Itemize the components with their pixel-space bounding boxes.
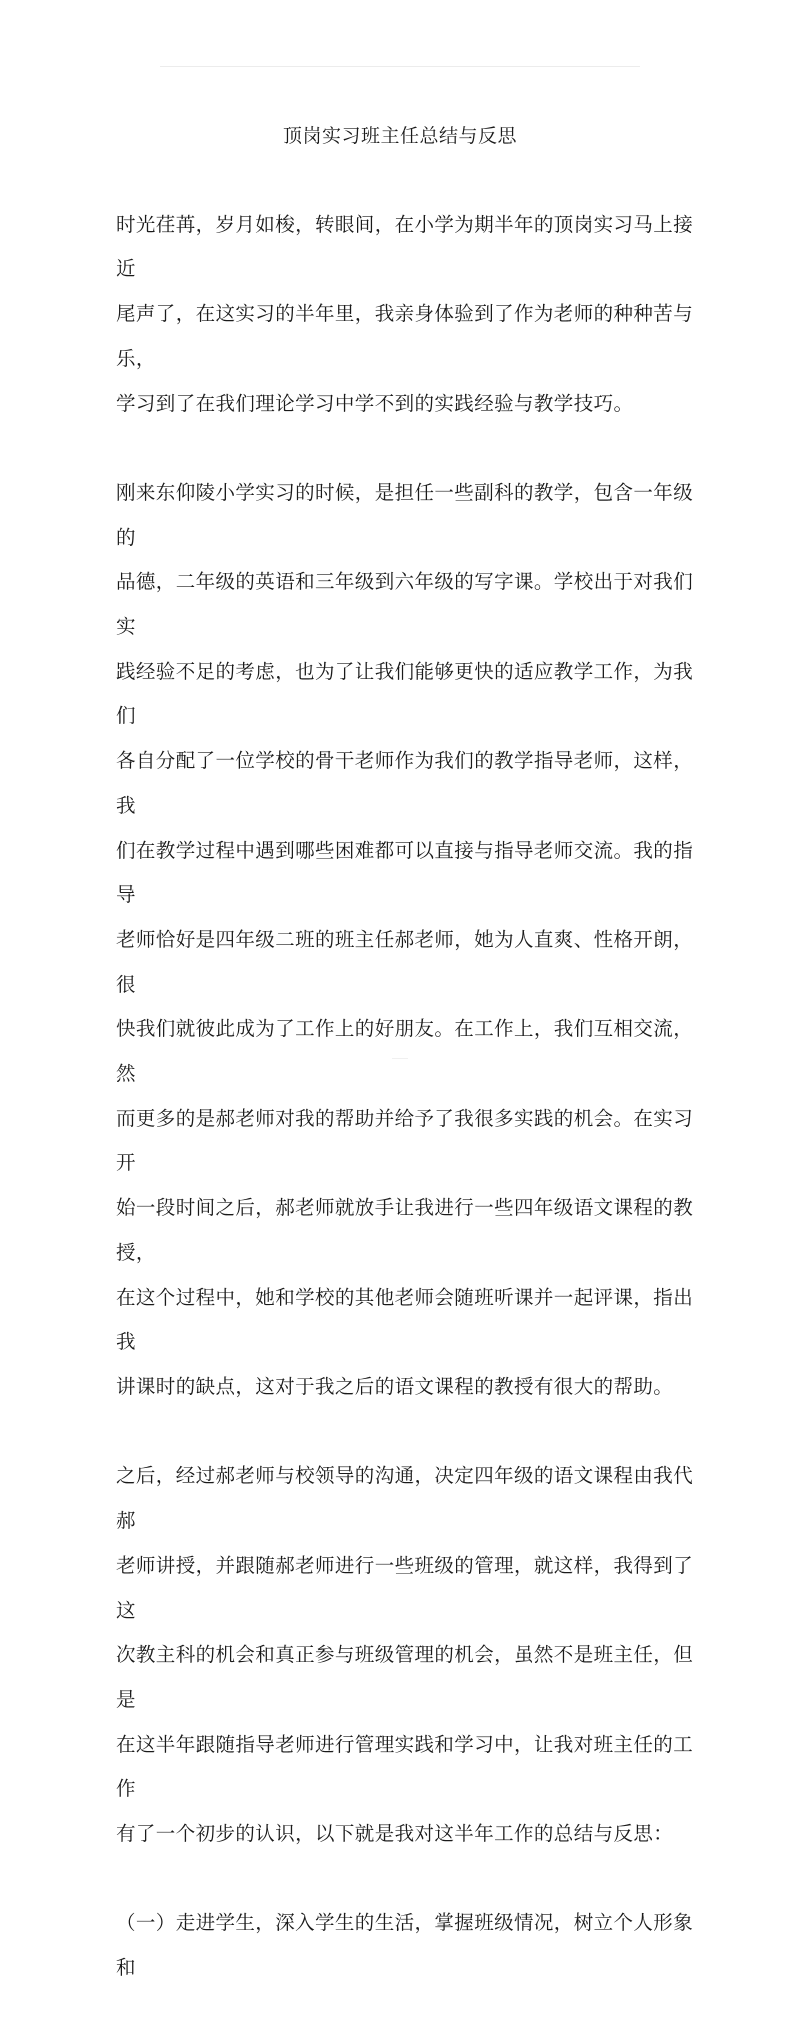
paragraph-section-one: （一）走进学生，深入学生的生活，掌握班级情况，树立个人形象和	[116, 1911, 694, 1980]
paragraph-class-management: 之后，经过郝老师与校领导的沟通，决定四年级的语文课程由我代郝 老师讲授，并跟随郝老师进行一些班级的管理，就这样，我得到了这 次教主科的机会和真正参与班级管理的机会，虽然不是班主任，但是 在这半年跟随指导老师进行管理实践和学习中，让我对班主任的工作 有了一个初步的认识，以下就是我对这半年工作的总结与反思：	[116, 1464, 694, 1846]
paragraph-early-internship: 刚来东仰陵小学实习的时候，是担任一些副科的教学，包含一年级的 品德，二年级的英语和三年级到六年级的写字课。学校出于对我们实 践经验不足的考虑，也为了让我们能够更快的适应教学工作，为我们 各自分配了一位学校的骨干老师作为我们的教学指导老师，这样，我 们在教学过程中遇到哪些困难都可以直接与指导老师交流。我的指导 老师恰好是四年级二班的班主任郝老师，她为人直爽、性格开朗，很 快我们就彼此成为了工作上的好朋友。在工作上，我们互相交流，然 而更多的是郝老师对我的帮助并给予了我很多实践的机会。在实习开 始一段时间之后，郝老师就放手让我进行一些四年级语文课程的教授， 在这个过程中，她和学校的其他老师会随班听课并一起评课，指出我 讲课时的缺点，这对于我之后的语文课程的教授有很大的帮助。	[116, 480, 694, 1398]
footer-mark	[392, 1058, 408, 1059]
document-body	[116, 158, 696, 2036]
document-title: 顶岗实习班主任总结与反思	[282, 125, 517, 147]
paragraph-intro: 时光荏苒，岁月如梭，转眼间，在小学为期半年的顶岗实习马上接近 尾声了，在这实习的半年里，我亲身体验到了作为老师的种种苦与乐， 学习到了在我们理论学习中学不到的实践经验与教学技巧。	[116, 212, 694, 415]
header-rule	[160, 66, 640, 67]
